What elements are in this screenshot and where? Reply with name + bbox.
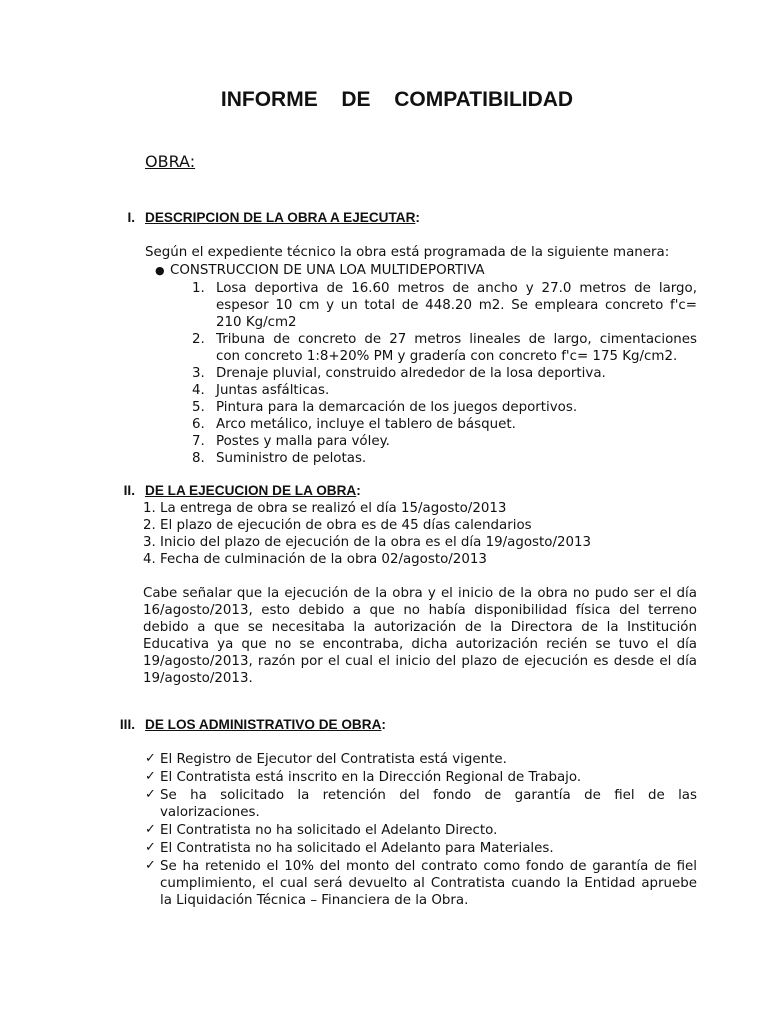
section-3-number: III. — [119, 717, 135, 732]
section-3-title: DE LOS ADMINISTRATIVO DE OBRA — [145, 717, 382, 732]
work-item — [192, 280, 697, 331]
check-mark-icon: ✓ — [145, 787, 156, 802]
work-item-number: 6. — [192, 417, 205, 432]
execution-paragraph — [143, 585, 697, 687]
checklist-item-text: El Contratista está inscrito en la Dirección Regional de Trabajo. — [160, 770, 582, 785]
document-title: INFORME DE COMPATIBILIDAD — [220, 88, 574, 111]
bullet-dot-icon: ● — [155, 264, 165, 277]
work-item-text: Tribuna de concreto de 27 metros lineales de largo, cimentaciones — [216, 332, 697, 347]
section-2-heading — [123, 483, 361, 498]
checklist-item — [160, 769, 697, 786]
paragraph-line: debido a que se necesitaba la autorización de la Directora de la Institución — [143, 620, 697, 635]
work-item — [192, 331, 697, 365]
execution-item: 2. El plazo de ejecución de obra es de 45 días calendarios — [143, 518, 532, 533]
work-item — [192, 433, 697, 450]
section-3-colon: : — [381, 717, 386, 732]
work-item — [192, 450, 697, 467]
checklist-item-text: El Contratista no ha solicitado el Adelanto Directo. — [160, 823, 498, 838]
work-item-number: 1. — [192, 281, 205, 296]
work-item-text: Losa deportiva de 16.60 metros de ancho y 27.0 metros de largo, — [216, 281, 697, 296]
checklist-item-text: Se ha solicitado la retención del fondo de garantía de fiel de las — [160, 788, 697, 803]
section-2-colon: : — [356, 483, 361, 498]
checklist-item — [160, 822, 697, 839]
section-1-intro: Según el expediente técnico la obra está programada de la siguiente manera: — [145, 245, 670, 260]
check-mark-icon: ✓ — [145, 822, 156, 837]
work-item-text: con concreto 1:8+20% PM y gradería con concreto f'c= 175 Kg/cm2. — [216, 349, 678, 364]
section-1-number: I. — [127, 210, 135, 225]
work-item-number: 3. — [192, 366, 205, 381]
work-item-text: Juntas asfálticas. — [216, 383, 330, 398]
work-item-text: 210 Kg/cm2 — [216, 315, 297, 330]
checklist-item-text: Se ha retenido el 10% del monto del contrato como fondo de garantía de fiel — [160, 859, 697, 874]
check-mark-icon: ✓ — [145, 858, 156, 873]
work-item — [192, 399, 697, 416]
paragraph-line: 19/agosto/2013. — [143, 671, 253, 686]
checklist-item-text: valorizaciones. — [160, 805, 260, 820]
checklist-item — [160, 787, 697, 821]
work-item — [192, 416, 697, 433]
check-mark-icon: ✓ — [145, 751, 156, 766]
checklist-item-text: El Registro de Ejecutor del Contratista está vigente. — [160, 752, 507, 767]
check-mark-icon: ✓ — [145, 769, 156, 784]
work-item — [192, 382, 697, 399]
section-1-heading — [127, 210, 420, 225]
checklist-item — [160, 858, 697, 909]
work-item — [192, 365, 697, 382]
paragraph-line: 19/agosto/2013, razón por el cual el inicio del plazo de ejecución es desde el día — [143, 654, 697, 669]
work-item-number: 8. — [192, 451, 205, 466]
checklist-item-text: cumplimiento, el cual será devuelto al Contratista cuando la Entidad apruebe — [160, 876, 697, 891]
paragraph-line: 16/agosto/2013, esto debido a que no había disponibilidad física del terreno — [143, 603, 697, 618]
work-item-number: 2. — [192, 332, 205, 347]
section-1-title: DESCRIPCION DE LA OBRA A EJECUTAR — [145, 210, 416, 225]
work-items-list — [192, 280, 697, 467]
execution-item: 1. La entrega de obra se realizó el día 15/agosto/2013 — [143, 501, 507, 516]
execution-item: 3. Inicio del plazo de ejecución de la obra es el día 19/agosto/2013 — [143, 535, 592, 550]
work-item-text: Pintura para la demarcación de los juegos deportivos. — [216, 400, 578, 415]
work-item-number: 7. — [192, 434, 205, 449]
paragraph-line: Educativa ya que no se encontraba, dicha autorización recién se tuvo el día — [143, 637, 697, 652]
checklist-item-text: El Contratista no ha solicitado el Adelanto para Materiales. — [160, 841, 554, 856]
work-item-number: 4. — [192, 383, 205, 398]
work-item-number: 5. — [192, 400, 205, 415]
bullet-item: CONSTRUCCION DE UNA LOA MULTIDEPORTIVA — [170, 263, 485, 278]
section-3-heading — [119, 717, 386, 732]
work-item-text: Postes y malla para vóley. — [216, 434, 390, 449]
paragraph-line: Cabe señalar que la ejecución de la obra y el inicio de la obra no pudo ser el día — [143, 586, 697, 601]
work-item-text: espesor 10 cm y un total de 448.20 m2. Se empleara concreto f'c= — [216, 298, 697, 313]
section-2-number: II. — [123, 483, 135, 498]
checklist-item — [160, 751, 697, 768]
work-item-text: Arco metálico, incluye el tablero de básquet. — [216, 417, 516, 432]
work-item-text: Drenaje pluvial, construido alrededor de la losa deportiva. — [216, 366, 606, 381]
work-item-text: Suministro de pelotas. — [216, 451, 367, 466]
section-2-title: DE LA EJECUCION DE LA OBRA — [145, 483, 357, 498]
checklist-item — [160, 840, 697, 857]
check-mark-icon: ✓ — [145, 840, 156, 855]
execution-item: 4. Fecha de culminación de la obra 02/agosto/2013 — [143, 552, 487, 567]
section-1-colon: : — [415, 210, 420, 225]
checklist-item-text: la Liquidación Técnica – Financiera de la Obra. — [160, 893, 469, 908]
obra-label: OBRA: — [145, 152, 196, 171]
